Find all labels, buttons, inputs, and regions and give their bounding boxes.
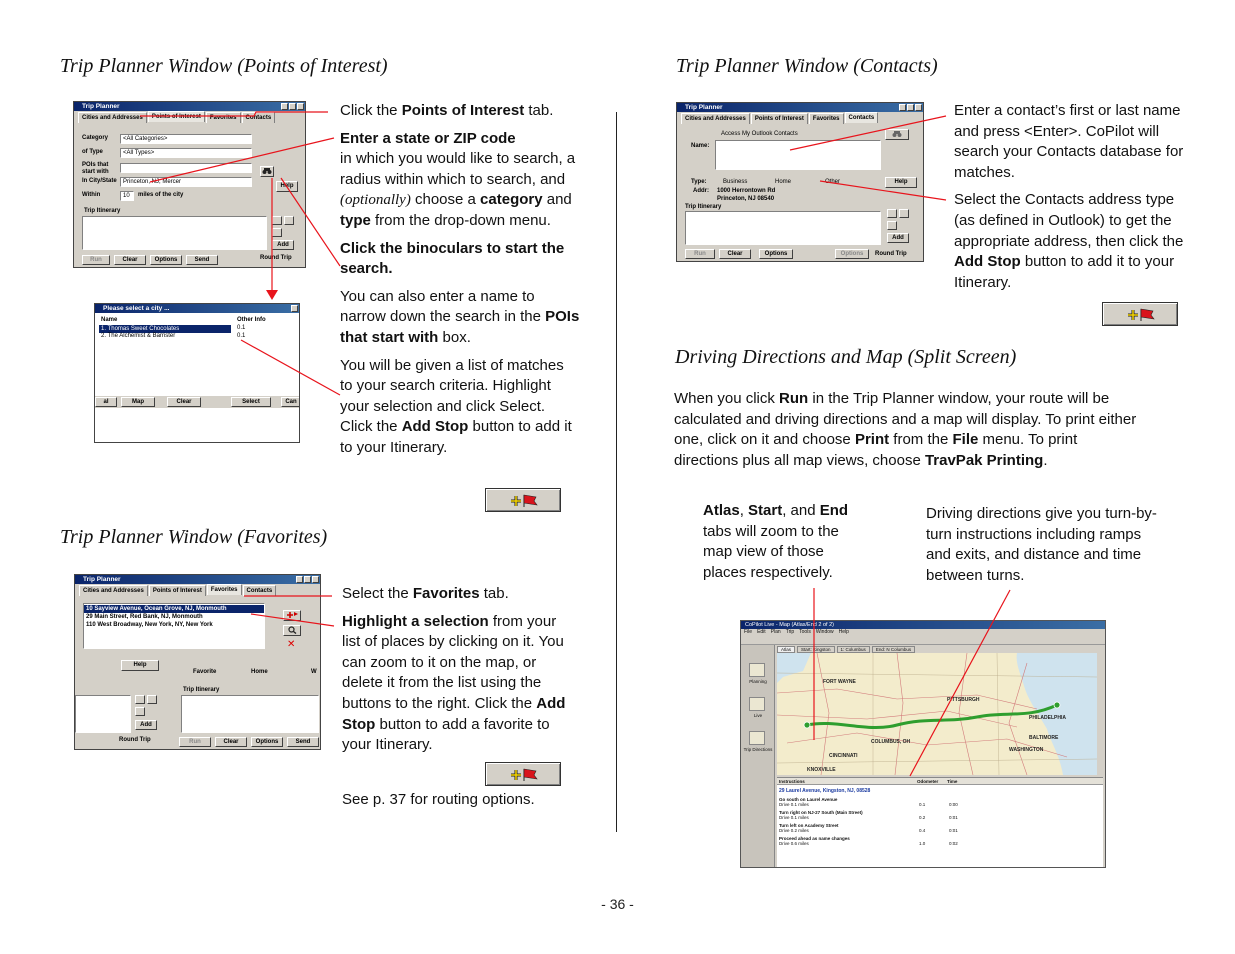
add-stop-button[interactable]: Add [135, 720, 157, 730]
home-radio[interactable]: Home [251, 669, 268, 675]
work-radio[interactable]: W [311, 669, 317, 675]
type-label: of Type [82, 149, 103, 155]
directions-panel[interactable] [777, 777, 1103, 867]
itinerary-label: Trip Itinerary [84, 208, 121, 214]
city-state-label: In City/State [82, 178, 117, 184]
step-odometer: 0.4 [919, 828, 926, 833]
itinerary-label: Trip Itinerary [685, 204, 722, 210]
step-sub: Drive 0.1 miles [779, 802, 809, 807]
planning-label: Planning [749, 679, 767, 684]
tab-cities-and-addresses[interactable]: Cities and Addresses [79, 585, 148, 596]
city-label: WASHINGTON [1009, 747, 1044, 753]
add-stop-icon [1125, 306, 1157, 322]
category-select[interactable]: <All Categories> [120, 134, 252, 144]
header-time: Time [947, 779, 958, 784]
trip-directions-label: Trip Directions [743, 747, 773, 752]
favorites-trip-planner-window [74, 574, 321, 750]
itinerary-list[interactable] [82, 216, 267, 250]
step-odometer: 0.1 [919, 802, 926, 807]
direction-step[interactable] [779, 836, 1103, 846]
select-city-window [94, 303, 300, 443]
step-sub: Drive 0.1 miles [779, 815, 809, 820]
address-line-2: Princeton, NJ 08540 [717, 196, 775, 202]
menu-trip[interactable]: Trip [785, 629, 795, 635]
clear-button[interactable]: Clear [719, 249, 751, 259]
favorite-item[interactable]: 29 Main Street, Red Bank, NJ, Monmouth [86, 614, 203, 620]
step-time: 0:01 [949, 828, 958, 833]
add-stop-button-favorites[interactable] [485, 762, 561, 786]
poi-starts-with-input[interactable] [120, 163, 252, 173]
round-trip-checkbox[interactable]: Round Trip [119, 737, 151, 743]
close-icon[interactable] [291, 305, 298, 312]
binoculars-icon [262, 167, 272, 175]
city-label: BALTIMORE [1029, 735, 1059, 741]
column-header-name: Name [101, 317, 118, 323]
options-button-2[interactable]: Options [835, 249, 869, 259]
options-button[interactable]: Options [759, 249, 793, 259]
close-icon[interactable] [297, 103, 304, 110]
add-stop-button-poi[interactable] [485, 488, 561, 512]
header-instructions: Instructions [779, 779, 805, 784]
add-stop-icon [508, 492, 540, 508]
city-state-input[interactable]: Princeton, NJ, Mercer [120, 177, 252, 187]
planning-icon[interactable] [749, 663, 765, 677]
close-icon[interactable] [312, 576, 319, 583]
name-label: Name: [691, 143, 710, 149]
menu-bar [741, 629, 1105, 636]
tab-contacts[interactable]: Contacts [845, 112, 879, 123]
city-label: FORT WAYNE [823, 679, 856, 685]
minimize-icon[interactable] [296, 576, 303, 583]
direction-step[interactable] [779, 797, 1103, 807]
maximize-icon[interactable] [289, 103, 296, 110]
list-item[interactable]: 1. Thomas Sweet Chocolates [99, 325, 231, 333]
delete-stop-icon[interactable] [272, 228, 282, 237]
address-line-1: 1000 Herrontown Rd [717, 188, 776, 194]
step-time: 0:02 [949, 841, 958, 846]
tab-points-of-interest[interactable]: Points of Interest [751, 113, 808, 124]
list-item-other: 0.1 [237, 325, 246, 331]
menu-edit[interactable]: Edit [757, 629, 766, 635]
run-button[interactable]: Run [179, 737, 211, 747]
tab-stop-1[interactable]: 1: Columbus [837, 646, 870, 653]
tab-start[interactable]: Start: Kingston [797, 646, 835, 653]
page-number: - 36 - [601, 896, 634, 912]
run-button[interactable]: Run [685, 249, 715, 259]
type-label: Type: [691, 179, 707, 185]
split-screen-intro: When you click Run in the Trip Planner window, your route will be calculated and driving directions and a map will display. To print either one, click on it and choose Print from the File menu. To print directions plus all map views, choose TravPak Printing. [674, 390, 1137, 469]
list-item-other: 0.1 [237, 333, 246, 339]
step-sub: Drive 0.2 miles [779, 828, 809, 833]
favorite-item-selected[interactable]: 10 Sayview Avenue, Ocean Grove, NJ, Monmouth [84, 605, 264, 613]
tab-cities-and-addresses[interactable]: Cities and Addresses [681, 113, 750, 124]
directions-header [777, 778, 1103, 785]
step-text: Turn left on Academy Street [779, 823, 839, 828]
options-button[interactable]: Options [150, 255, 182, 265]
tabs-callout: Atlas, Start, and End tabs will zoom to the map view of those places respectively. [703, 502, 849, 581]
step-odometer: 0.2 [919, 815, 926, 820]
itinerary-list[interactable] [685, 211, 881, 245]
map-tabs [777, 646, 915, 653]
access-outlook-checkbox[interactable]: Access My Outlook Contacts [721, 131, 798, 137]
column-header-other: Other Info [237, 317, 266, 323]
split-screen-map-window [740, 620, 1106, 868]
tab-favorites[interactable]: Favorites [809, 113, 844, 124]
itinerary-list[interactable] [181, 695, 319, 733]
favorites-instructions: Select the Favorites tab. Highlight a selection from your list of places by clicking on it. You can zoom to it on the map, or delete it from the list using the buttons to the right. Click the Add Stop button to add a favorite to your Itinerary. [342, 585, 566, 754]
tab-contacts[interactable]: Contacts [242, 112, 276, 123]
split-section-title: Driving Directions and Map (Split Screen) [675, 346, 1017, 368]
step-time: 0:00 [949, 802, 958, 807]
move-down-icon[interactable] [284, 216, 294, 225]
add-stop-button[interactable]: Add [272, 240, 294, 250]
direction-step[interactable] [779, 823, 1103, 833]
poi-trip-planner-window [73, 101, 306, 268]
other-radio[interactable]: Other [825, 179, 841, 185]
city-label: PITTSBURGH [947, 697, 980, 703]
favorites-section-title: Trip Planner Window (Favorites) [60, 526, 328, 548]
minimize-icon[interactable] [281, 103, 288, 110]
menu-help[interactable]: Help [838, 629, 849, 635]
step-text: Proceed ahead as name changes [779, 836, 850, 841]
window-title: CoPilot Live - Map (Atlas/End 2 of 2) [741, 621, 1105, 629]
map-button[interactable]: Map [121, 397, 155, 407]
menu-file[interactable]: File [744, 629, 753, 635]
window-title: Please select a city ... [103, 305, 170, 312]
city-label: KNOXVILLE [807, 767, 836, 773]
add-stop-button-contacts[interactable] [1102, 302, 1178, 326]
route-map[interactable] [777, 653, 1097, 775]
within-input[interactable]: 10 [120, 191, 134, 201]
contacts-instructions: Enter a contact’s first or last name and press <Enter>. CoPilot will search your Contacts database for matches. Select the Contacts address type (as defined in Outlook) to get the appropriate address, then click the Add Stop button to add it to your Itinerary. [954, 102, 1184, 291]
city-label: PHILADELPHIA [1029, 715, 1066, 721]
poi-instructions: Click the Points of Interest tab. Enter a state or ZIP code in which you would like to search, a radius within which to search, and (optionally) choose a category and type from the drop-down menu. Click the binoculars to start the search. You can also enter a name to narrow down the search in the POIs that start with box. You will be given a list of matches to your search criteria. Highlight your selection and click Select. Click the Add Stop button to add it to your Itinerary. [340, 102, 580, 456]
business-radio[interactable]: Business [723, 179, 748, 185]
menu-window[interactable]: Window [815, 629, 834, 635]
help-button[interactable]: Help [121, 660, 159, 671]
tab-end[interactable]: End: N Columbus [872, 646, 915, 653]
start-address: 29 Laurel Avenue, Kingston, NJ, 08528 [779, 788, 871, 794]
city-label: CINCINNATI [829, 753, 858, 759]
window-title: Trip Planner [685, 104, 723, 111]
options-button[interactable]: Options [251, 737, 283, 747]
left-list-fragment [75, 695, 131, 733]
live-label: Live [753, 713, 763, 718]
tab-atlas[interactable]: Atlas [777, 646, 795, 653]
tab-favorites[interactable]: Favorites [206, 112, 241, 123]
itinerary-label: Trip Itinerary [183, 687, 220, 693]
favorite-item[interactable]: 110 West Broadway, New York, NY, New York [86, 622, 213, 628]
step-text: Turn right on NJ-27 South (Main Street) [779, 810, 863, 815]
move-up-icon[interactable] [887, 209, 897, 218]
maximize-icon[interactable] [907, 104, 914, 111]
cancel-button[interactable]: Can [281, 397, 300, 407]
send-button[interactable]: Send [186, 255, 218, 265]
binoculars-button[interactable] [260, 166, 274, 177]
add-stop-icon [285, 611, 299, 619]
round-trip-checkbox[interactable]: Round Trip [260, 255, 292, 261]
step-odometer: 1.0 [919, 841, 926, 846]
help-button[interactable]: Help [276, 181, 298, 192]
tab-points-of-interest[interactable]: Points of Interest [148, 111, 205, 122]
move-down-icon[interactable] [899, 209, 909, 218]
delete-stop-icon[interactable] [135, 707, 145, 716]
category-label: Category [82, 135, 109, 141]
addr-label: Addr: [693, 188, 709, 194]
delete-favorite-icon[interactable]: ✕ [287, 639, 296, 650]
left-sidebar [741, 645, 775, 868]
tab-contacts[interactable]: Contacts [243, 585, 277, 596]
window-title: Trip Planner [83, 576, 121, 583]
live-icon[interactable] [749, 697, 765, 711]
contacts-section-title: Trip Planner Window (Contacts) [676, 55, 938, 77]
type-select[interactable]: <All Types> [120, 148, 252, 158]
menu-tools[interactable]: Tools [799, 629, 811, 635]
step-time: 0:01 [949, 815, 958, 820]
column-divider [616, 112, 617, 832]
city-label: COLUMBUS, OH [871, 739, 911, 745]
add-stop-icon [508, 766, 540, 782]
binoculars-icon [892, 130, 902, 138]
step-sub: Drive 0.6 miles [779, 841, 809, 846]
within-unit-label: miles of the city [138, 192, 184, 198]
select-button[interactable]: Select [231, 397, 271, 407]
send-button[interactable]: Send [287, 737, 319, 747]
binoculars-button[interactable] [885, 129, 909, 140]
clear-button[interactable]: Clear [114, 255, 146, 265]
header-odometer: Odometer [917, 779, 939, 784]
directions-callout: Driving directions give you turn-by-turn instructions including ramps and exits, and distance and time between turns. [926, 505, 1157, 584]
move-up-icon[interactable] [135, 695, 145, 704]
direction-step[interactable] [779, 810, 1103, 820]
home-radio[interactable]: Home [775, 179, 792, 185]
menu-plan[interactable]: Plan [770, 629, 781, 635]
help-button[interactable]: Help [885, 177, 917, 188]
step-text: Go south on Laurel Avenue [779, 797, 838, 802]
cancel-button-left[interactable]: al [95, 397, 117, 407]
contacts-trip-planner-window [676, 102, 924, 262]
trip-directions-icon[interactable] [749, 731, 765, 745]
direction-steps [777, 797, 1103, 846]
add-stop-button[interactable]: Add [887, 233, 909, 243]
clear-button[interactable]: Clear [215, 737, 247, 747]
favorite-radio[interactable]: Favorite [193, 669, 217, 675]
move-down-icon[interactable] [147, 695, 157, 704]
run-button[interactable]: Run [82, 255, 110, 265]
contact-name-input[interactable] [715, 140, 881, 170]
tab-favorites[interactable]: Favorites [207, 584, 242, 595]
routing-options-note: See p. 37 for routing options. [342, 791, 535, 808]
maximize-icon[interactable] [304, 576, 311, 583]
window-title: Trip Planner [82, 103, 120, 110]
toolbar [741, 636, 1105, 645]
round-trip-checkbox[interactable]: Round Trip [875, 251, 907, 257]
tab-cities-and-addresses[interactable]: Cities and Addresses [78, 112, 147, 123]
minimize-icon[interactable] [899, 104, 906, 111]
clear-button[interactable]: Clear [167, 397, 201, 407]
zoom-favorite-button[interactable] [283, 625, 301, 636]
delete-stop-icon[interactable] [887, 221, 897, 230]
poi-section-title: Trip Planner Window (Points of Interest) [60, 55, 388, 77]
tab-points-of-interest[interactable]: Points of Interest [149, 585, 206, 596]
close-icon[interactable] [915, 104, 922, 111]
zoom-icon [288, 626, 297, 634]
add-favorite-button[interactable] [283, 610, 301, 621]
within-label: Within [82, 192, 101, 198]
list-item[interactable]: 2. The Alchemist & Barrister [101, 333, 176, 339]
move-up-icon[interactable] [272, 216, 282, 225]
poi-starts-with-label: POIs that start with [82, 162, 109, 175]
